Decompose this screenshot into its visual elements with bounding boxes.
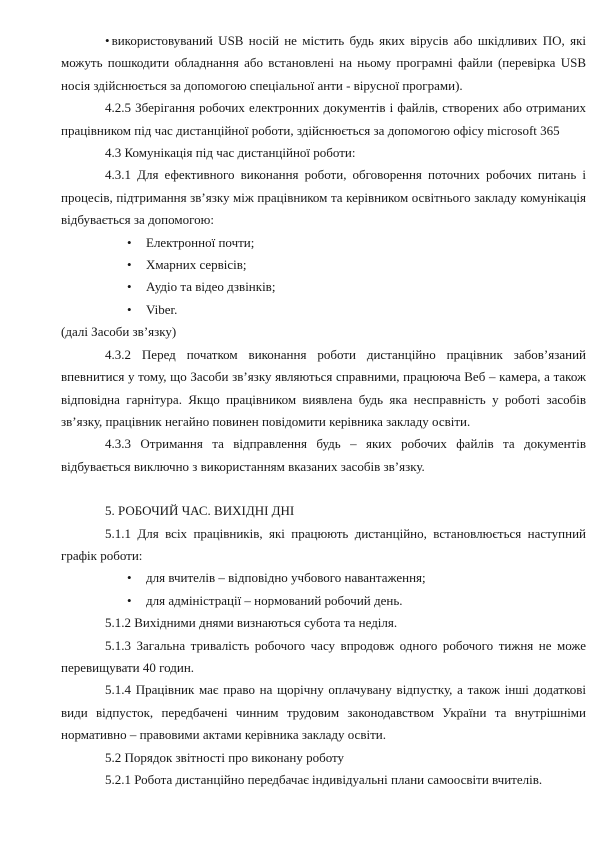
paragraph-5-1-2: 5.1.2 Вихідними днями визнаються субота та неділя.: [105, 615, 398, 631]
paragraph-usb-carrier: [61, 30, 586, 97]
list-item-text: Хмарних сервісів;: [146, 257, 247, 273]
bullet-icon: •: [127, 234, 132, 250]
list-item-text: Електронної почти;: [146, 234, 255, 250]
bullet-item-teachers-schedule: [61, 567, 586, 589]
bullet-icon: •: [127, 279, 132, 295]
paragraph-5-1-3: 5.1.3 Загальна тривалість робочого часу впродовж одного робочого тижня не може перевищувати 40 годин.: [61, 637, 586, 675]
paragraph-5-2-1: 5.2.1 Робота дистанційно передбачає індивідуальні плани самоосвіти вчителів.: [105, 772, 543, 787]
bullet-item-administration-schedule: [61, 590, 586, 612]
bullet-item-viber: [61, 299, 586, 321]
paragraph-4-3-2: 4.3.2 Перед початком виконання роботи дистанційно працівник забов’язаний впевнитися у тому, що Засоби зв’язку являються справними, працююча Веб – камера, а також відповідна гарнітура. Якщо працівником виявлена будь яка несправність у роботі засобів зв’язку, працівник негайно повинен повідомити керівника закладу освіти.: [61, 346, 586, 429]
heading-section-5-working-time: 5. РОБОЧИЙ ЧАС. ВИХІДНІ ДНІ: [105, 503, 295, 519]
list-item-text: Viber.: [146, 301, 178, 317]
paragraph-5-1-1: 5.1.1 Для всіх працівників, які працюють дистанційно, встановлюється наступний графік роботи:: [61, 525, 586, 563]
page-content: [61, 30, 586, 791]
bullet-icon: •: [127, 592, 132, 608]
paragraph-4-3-3: 4.3.3 Отримання та відправлення будь – яких робочих файлів та документів відбувається виключно з використанням вказаних засобів зв’язку.: [61, 436, 586, 474]
bullet-item-cloud-services: [61, 254, 586, 276]
note-means-of-communication: (далі Засоби зв’язку): [61, 324, 177, 340]
paragraph-4-3-1: 4.3.1 Для ефективного виконання роботи, обговорення поточних робочих питань і процесів, підтримання зв’язку між працівником та керівником освітнього закладу комунікація відбувається за допомогою:: [61, 167, 586, 228]
list-item-text: для вчителів – відповідно учбового навантаження;: [146, 570, 426, 586]
list-item-text: Аудіо та відео дзвінків;: [146, 279, 276, 295]
bullet-icon: •: [127, 570, 132, 586]
paragraph-4-2-5: 4.2.5 Зберігання робочих електронних документів і файлів, створених або отриманих працівником під час дистанційної роботи, здійснюється за допомогою офісу microsoft 365: [61, 100, 586, 138]
bullet-icon: •: [127, 257, 132, 273]
paragraph-5-2: 5.2 Порядок звітності про виконану роботу: [105, 749, 345, 765]
paragraph-text: використовуваний USB носій не містить будь яких вірусів або шкідливих ПО, які можуть пошкодити обладнання або встановлені на ньому програмні файли (перевірка USB носія здійснюється за допомогою спеціальної анти - вірусної програми).: [61, 33, 586, 93]
bullet-item-email: [61, 232, 586, 254]
bullet-item-audio-video-calls: [61, 276, 586, 298]
bullet-icon: •: [127, 301, 132, 317]
paragraph-5-1-4: 5.1.4 Працівник має право на щорічну оплачувану відпустку, а також інші додаткові види відпусток, передбачені чинним трудовим законодавством України та внутрішніми нормативно – правовими актами керівника закладу освіти.: [61, 682, 586, 743]
list-item-text: для адміністрації – нормований робочий день.: [146, 592, 403, 608]
bullet-icon: •: [105, 33, 110, 48]
paragraph-4-3: 4.3 Комунікація під час дистанційної роботи:: [105, 145, 356, 161]
